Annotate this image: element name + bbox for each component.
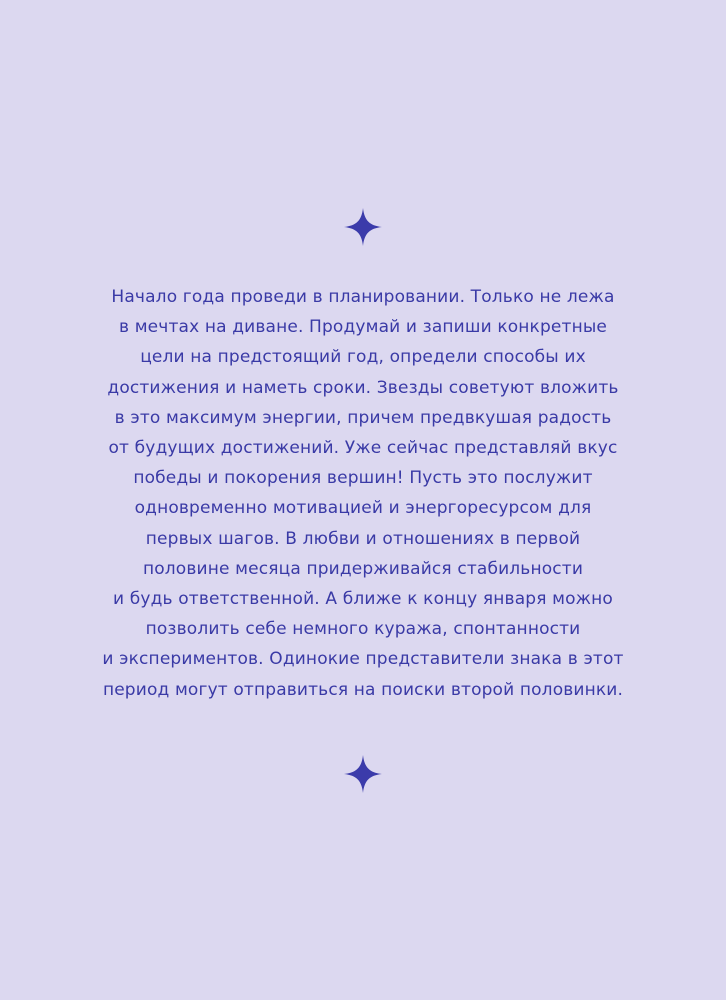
paragraph-line: достижения и наметь сроки. Звезды советуют вложить xyxy=(107,377,619,398)
paragraph-line: в это максимум энергии, причем предвкушая радость xyxy=(114,407,612,428)
paragraph-line: от будущих достижений. Уже сейчас представляй вкус xyxy=(108,438,618,459)
four-point-star-icon xyxy=(343,754,383,794)
horoscope-paragraph xyxy=(40,282,686,705)
paragraph-line: и экспериментов. Одинокие представители знака в этот xyxy=(102,649,624,670)
paragraph-line: первых шагов. В любви и отношениях в первой xyxy=(145,528,581,549)
paragraph-line: победы и покорения вершин! Пусть это послужит xyxy=(133,468,593,489)
four-point-star-icon xyxy=(343,207,383,247)
paragraph-line: одновременно мотивацией и энергоресурсом для xyxy=(134,498,592,519)
paragraph-line: позволить себе немного куража, спонтанности xyxy=(145,619,581,640)
paragraph-line: цели на предстоящий год, определи способы их xyxy=(140,347,586,368)
paragraph-line: период могут отправиться на поиски второй половинки. xyxy=(102,679,624,700)
paragraph-line: и будь ответственной. А ближе к концу января можно xyxy=(113,589,613,610)
paragraph-line: в мечтах на диване. Продумай и запиши конкретные xyxy=(118,317,608,338)
paragraph-line: Начало года проведи в планировании. Только не лежа xyxy=(111,287,615,307)
paragraph-line: половине месяца придерживайся стабильности xyxy=(142,558,584,579)
